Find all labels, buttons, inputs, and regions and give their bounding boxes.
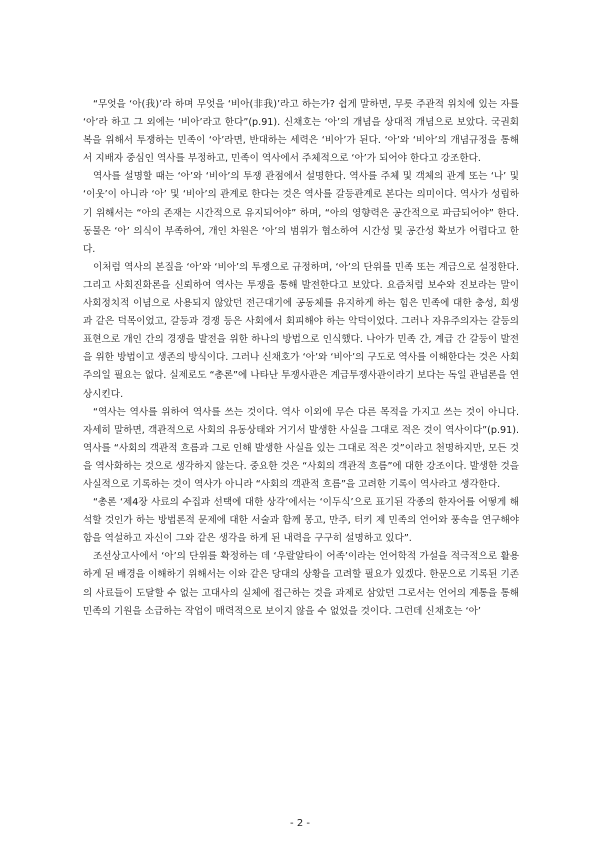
paragraph-4: “역사는 역사를 위하여 역사를 쓰는 것이다. 역사 이외에 무슨 다른 목적을 가지고 쓰는 것이 아니다. 자세히 말하면, 객관적으로 사회의 유동상태와 거기서 발생한 사실을 그대로 적은 것이 역사이다”(p.91). 역사를 “사회의 객관적 흐름과 그로 인해 발생한 사실을 있는 그대로 적은 것”이라고 천명하지만, 모든 것을 역사화하는 것으로 생각하지 않는다. 중요한 것은 “사회의 객관적 흐름”에 대한 강조이다. 발생한 것을 사실적으로 기록하는 것이 역사가 아니라 “사회의 객관적 흐름”을 고려한 기록이 역사라고 생각한다. (83, 406, 519, 490)
paragraph-3: 이처럼 역사의 본질을 ‘아’와 ‘비아’의 투쟁으로 규정하며, ‘아’의 단위를 민족 또는 계급으로 설정한다. 그리고 사회진화론을 신뢰하여 역사는 투쟁을 통해 발전한다고 보았다. 요즘처럼 보수와 진보라는 말이 사회정치적 이념으로 사용되지 않았던 전근대기에 공동체를 유지하게 하는 힘은 민족에 대한 충성, 희생과 같은 덕목이었고, 갈등과 경쟁 등은 사회에서 회피해야 하는 악덕이었다. 그러나 자유주의자는 갈등의 표현으로 개인 간의 경쟁을 발전을 위한 하나의 방법으로 인식했다. 나아가 민족 간, 계급 간 갈등이 발전을 위한 방법이고 생존의 방식이다. 그러나 신채호가 ‘아’와 ‘비아’의 구도로 역사를 이해한다는 것은 사회주의일 필요는 없다. 실제로도 “총론”에 나타난 투쟁사관은 계급투쟁사관이라기 보다는 독일 관념론을 연상시킨다. (83, 261, 519, 400)
page-number: - 2 - (290, 818, 310, 829)
paragraph-5: “총론 ‘제4장 사료의 수집과 선택에 대한 상각’에서는 ‘이두식’으로 표기된 각종의 한자어를 어떻게 해석할 것인가 하는 방법론적 문제에 대한 서술과 함께 몽고, 만주, 터키 제 민족의 언어와 풍속을 연구해야 함을 역설하고 자신이 그와 같은 생각을 하게 된 내력을 구구히 설명하고 있다”. (83, 497, 519, 545)
paragraph-6: 조선상고사에서 ‘아’의 단위를 확정하는 데 ‘우랄알타이 어족’이라는 언어학적 가설을 적극적으로 활용하게 된 배경을 이해하기 위해서는 이와 같은 당대의 상황을 고려할 필요가 있겠다. 한문으로 기록된 기존의 사료들이 도달할 수 없는 고대사의 실체에 접근하는 것을 과제로 삼았던 그로서는 언어의 계통을 통해 민족의 기원을 소급하는 작업이 매력적으로 보이지 않을 수 없었을 것이다. 그런데 신채호는 ‘아’ (83, 551, 519, 617)
paragraph-2: 역사를 설명할 때는 ‘아’와 ‘비아’의 투쟁 관점에서 설명한다. 역사를 주체 및 객체의 관계 또는 ‘나’ 및 ‘이웃’이 아니라 ‘아’ 및 ‘비아’의 관계로 한다는 것은 역사를 갈등관계로 본다는 의미이다. 역사가 성립하기 위해서는 “아의 존재는 시간적으로 유지되어야” 하며, “아의 영향력은 공간적으로 파급되어야” 한다. 동물은 ‘아’ 의식이 부족하여, 개인 차원은 ‘아’의 범위가 협소하여 시간성 및 공간성 확보가 어렵다고 한다. (83, 171, 519, 255)
paragraph-1: “무엇을 ‘아(我)’라 하며 무엇을 ‘비아(非我)’라고 하는가? 쉽게 말하면, 무릇 주관적 위치에 있는 자를 ‘아’라 하고 그 외에는 ‘비아’라고 한다”(p.91). 신채호는 ‘아’의 개념을 상대적 개념으로 보았다. 국권회복을 위해서 투쟁하는 민족이 ‘아’라면, 반대하는 세력은 ‘비아’가 된다. ‘아’와 ‘비아’의 개념규정을 통해서 지배자 중심인 역사를 부정하고, 민족이 역사에서 주체적으로 ‘아’가 되어야 한다고 강조한다. (83, 99, 519, 165)
document-body (83, 96, 519, 621)
